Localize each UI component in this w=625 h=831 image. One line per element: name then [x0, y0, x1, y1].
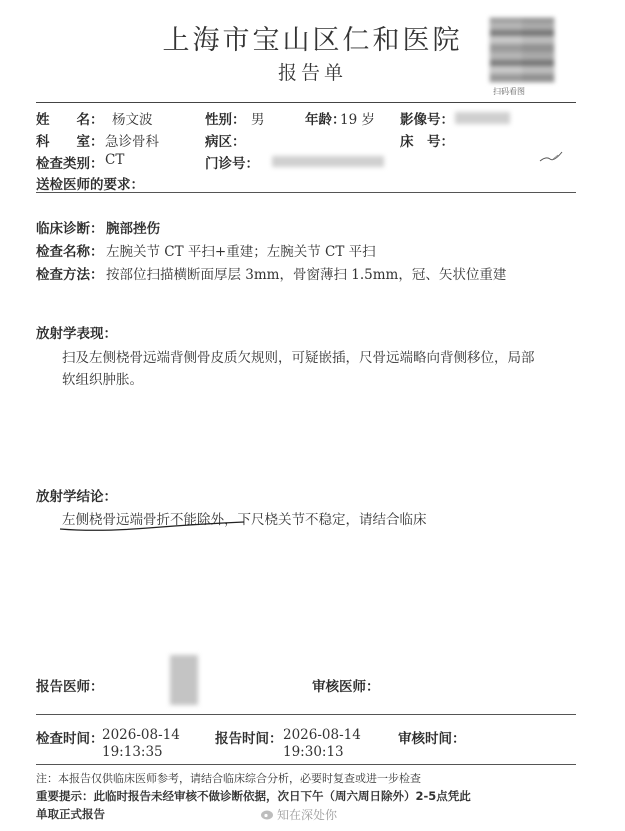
- patient-name: 杨文波: [112, 112, 153, 128]
- qr-caption: 扫码看图: [493, 87, 525, 96]
- header-divider: [36, 102, 576, 103]
- exam-type-label: 检查类别：: [36, 156, 104, 172]
- outpatient-no-redacted: [272, 156, 384, 167]
- patient-age: 19 岁: [340, 112, 375, 128]
- diagnosis-label: 临床诊断：: [36, 221, 104, 237]
- name-label: 姓 名：: [36, 112, 104, 128]
- image-no-label: 影像号：: [400, 112, 454, 128]
- handwritten-underline: [58, 519, 248, 533]
- outpatient-label: 门诊号：: [205, 156, 259, 172]
- weibo-logo-icon: [260, 806, 274, 820]
- watermark-text: 知在深处你: [277, 808, 338, 822]
- patient-dept: 急诊骨科: [105, 134, 159, 150]
- exam-time: 19:13:35: [102, 744, 163, 760]
- review-doctor-label: 审核医师：: [312, 679, 380, 695]
- pen-mark: [538, 150, 564, 164]
- hospital-name: 上海市宝山区仁和医院: [162, 25, 463, 56]
- report-time-label: 报告时间：: [215, 731, 283, 747]
- requirement-label: 送检医师的要求：: [36, 177, 144, 193]
- report-time: 19:30:13: [283, 744, 344, 760]
- report-date: 2026-08-14: [283, 727, 361, 743]
- disclaimer-note: 注：本报告仅供临床医师参考，请结合临床综合分析，必要时复查或进一步检查: [36, 772, 421, 785]
- exam-name-label: 检查名称：: [36, 244, 104, 260]
- exam-date: 2026-08-14: [102, 727, 180, 743]
- review-time-label: 审核时间：: [398, 731, 466, 747]
- info-divider: [36, 192, 576, 193]
- exam-name: 左腕关节 CT 平扫+重建；左腕关节 CT 平扫: [106, 244, 376, 260]
- image-no-redacted: [455, 112, 510, 124]
- findings-line-1: 扫及左侧桡骨远端背侧骨皮质欠规则，可疑嵌插，尺骨远端略向背侧移位，局部: [62, 350, 535, 366]
- exam-method-label: 检查方法：: [36, 267, 104, 283]
- important-notice-line-1: 重要提示：此临时报告未经审核不做诊断依据，次日下午（周六周日除外）2-5点凭此: [36, 789, 471, 803]
- exam-type: CT: [105, 152, 125, 168]
- exam-time-label: 检查时间：: [36, 731, 104, 747]
- document-title: 报告单: [277, 62, 347, 84]
- signature-divider: [36, 714, 576, 715]
- bed-label: 床 号：: [400, 134, 454, 150]
- report-doctor-label: 报告医师：: [36, 679, 104, 695]
- qr-code: [489, 17, 555, 83]
- important-notice-line-2: 单取正式报告: [36, 807, 105, 821]
- ward-label: 病区：: [205, 134, 246, 150]
- report-doctor-signature-redacted: [170, 655, 198, 705]
- patient-gender: 男: [251, 112, 265, 128]
- findings-label: 放射学表现：: [36, 326, 117, 342]
- gender-label: 性别：: [205, 112, 246, 128]
- findings-line-2: 软组织肿胀。: [62, 372, 143, 388]
- dept-label: 科 室：: [36, 134, 104, 150]
- conclusion-label: 放射学结论：: [36, 489, 117, 505]
- times-divider: [36, 764, 576, 765]
- clinical-diagnosis: 腕部挫伤: [106, 221, 160, 237]
- age-label: 年龄：: [305, 112, 346, 128]
- exam-method: 按部位扫描横断面厚层 3mm，骨窗薄扫 1.5mm，冠、矢状位重建: [106, 267, 507, 283]
- conclusion-text: 左侧桡骨远端骨折不能除外，下尺桡关节不稳定，请结合临床: [62, 512, 427, 528]
